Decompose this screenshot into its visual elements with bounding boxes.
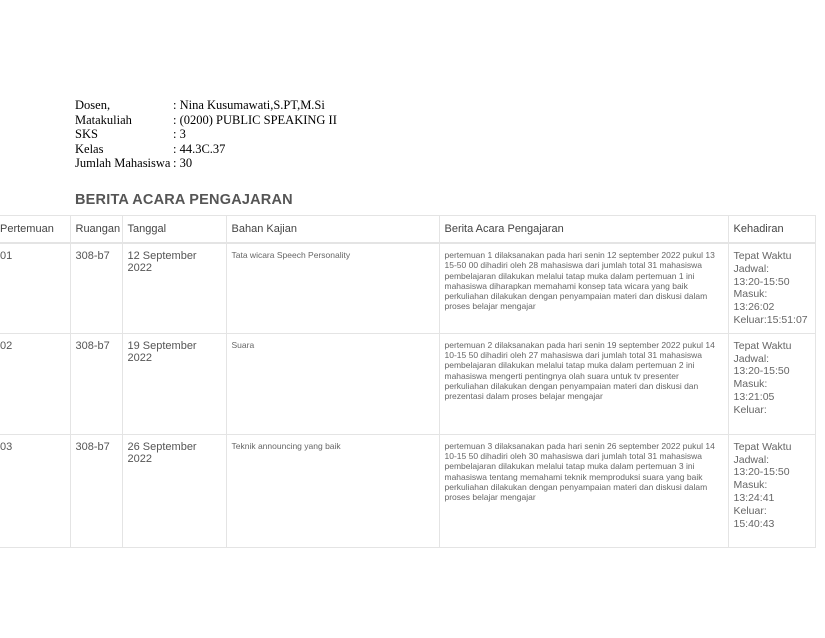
cell-bahan-kajian: Teknik announcing yang baik (226, 434, 439, 547)
cell-kehadiran: Tepat Waktu Jadwal: 13:20-15:50 Masuk: 13:26:02 Keluar:15:51:07 (728, 243, 815, 333)
cell-bahan-kajian: Tata wicara Speech Personality (226, 243, 439, 333)
cell-berita-acara: pertemuan 2 dilaksanakan pada hari senin 19 september 2022 pukul 14 10-15 50 dihadiri oleh 27 mahasiswa dari jumlah total 31 mahasiswa pembelajaran dilakukan melalui tatap muka dalam pertemuan 2 ini mahasiswa mengerti pentingnya olah suara untuk tv presenter perkuliahan dilakukan dengan penyampaian materi dan diskusi dan prezentasi dalam proses belajar mengajar (439, 333, 728, 434)
cell-pertemuan: 02 (0, 333, 70, 434)
cell-pertemuan: 03 (0, 434, 70, 547)
page-title: BERITA ACARA PENGAJARAN (75, 192, 293, 208)
cell-tanggal: 26 September 2022 (122, 434, 226, 547)
info-row-dosen (75, 98, 337, 113)
info-row-jumlah-mahasiswa (75, 156, 337, 171)
header-ruangan: Ruangan (70, 216, 122, 244)
header-kehadiran: Kehadiran (728, 216, 815, 244)
info-value: : 3 (173, 127, 186, 141)
cell-bahan-kajian: Suara (226, 333, 439, 434)
table-header-row (0, 216, 815, 244)
info-row-matakuliah (75, 113, 337, 128)
info-value: : 30 (173, 156, 193, 170)
course-info (75, 98, 337, 171)
cell-ruangan: 308-b7 (70, 333, 122, 434)
cell-ruangan: 308-b7 (70, 434, 122, 547)
cell-tanggal: 12 September 2022 (122, 243, 226, 333)
info-label: Kelas (75, 141, 104, 156)
table-row (0, 434, 815, 547)
info-value: : (0200) PUBLIC SPEAKING II (173, 112, 337, 127)
header-tanggal: Tanggal (122, 216, 226, 244)
header-bahan-kajian: Bahan Kajian (226, 216, 439, 244)
info-row-sks (75, 127, 337, 142)
info-label: SKS (75, 127, 98, 141)
info-label: Dosen, (75, 98, 111, 112)
cell-kehadiran: Tepat Waktu Jadwal: 13:20-15:50 Masuk: 13:24:41 Keluar: 15:40:43 (728, 434, 815, 547)
info-label: Jumlah Mahasiswa (75, 156, 171, 170)
cell-tanggal: 19 September 2022 (122, 333, 226, 434)
info-value: : 44.3C.37 (173, 141, 226, 156)
cell-berita-acara: pertemuan 1 dilaksanakan pada hari senin 12 september 2022 pukul 13 15-50 00 dihadiri oleh 28 mahasiswa dari jumlah total 31 mahasiswa pembelajaran dilakukan melalui tatap muka dalam pertemuan 1 ini mahasiswa diharapkan memahami konsep tata wicara yang baik perkuliahan dilakukan dengan penyampaian materi dan diskusi dalam proses belajar mengajar (439, 243, 728, 333)
table-row (0, 243, 815, 333)
cell-berita-acara: pertemuan 3 dilaksanakan pada hari senin 26 september 2022 pukul 14 10-15 50 dihadiri oleh 30 mahasiswa dari jumlah total 31 mahasiswa pembelajaran dilakukan melalui tatap muka dalam pertemuan 3 ini mahasiswa tentang memahami teknik memproduksi suara yang baik perkuliahan dilakukan dengan penyampaian materi dan diskusi dalam proses belajar mengajar (439, 434, 728, 547)
cell-pertemuan: 01 (0, 243, 70, 333)
header-berita-acara: Berita Acara Pengajaran (439, 216, 728, 244)
cell-kehadiran: Tepat Waktu Jadwal: 13:20-15:50 Masuk: 13:21:05 Keluar: (728, 333, 815, 434)
info-value: : Nina Kusumawati,S.PT,M.Si (173, 98, 325, 112)
header-pertemuan: Pertemuan (0, 216, 70, 244)
table-row (0, 333, 815, 434)
berita-acara-table (0, 215, 816, 548)
cell-ruangan: 308-b7 (70, 243, 122, 333)
info-label: Matakuliah (75, 112, 132, 127)
info-row-kelas (75, 142, 337, 157)
